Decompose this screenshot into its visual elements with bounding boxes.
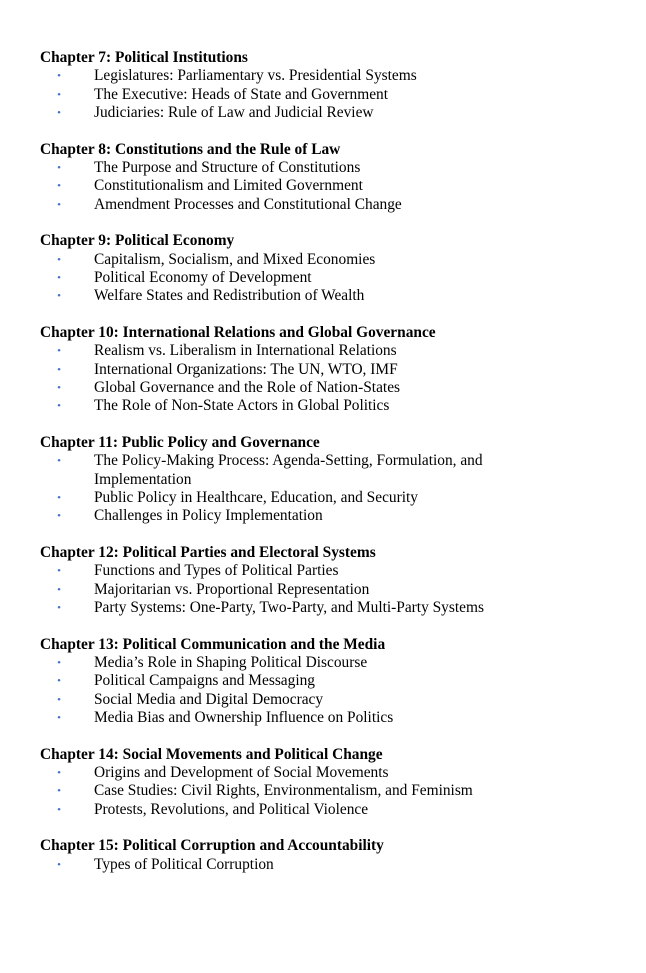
list-item: [0, 287, 514, 305]
bullet-icon: •: [57, 198, 61, 211]
chapter-title: Chapter 10: International Relations and Global Governance: [40, 324, 436, 342]
topic-text: Amendment Processes and Constitutional Change: [94, 195, 402, 213]
bullet-icon: •: [57, 106, 61, 119]
list-item: [0, 177, 514, 195]
list-item: [0, 672, 514, 690]
topic-text: International Organizations: The UN, WTO, IMF: [94, 360, 398, 378]
bullet-icon: •: [57, 657, 61, 670]
topic-list: [0, 342, 646, 415]
list-item: [0, 782, 514, 800]
topic-text: Capitalism, Socialism, and Mixed Economies: [94, 250, 376, 268]
list-item: [0, 581, 514, 599]
topic-text: The Executive: Heads of State and Government: [94, 85, 389, 103]
topic-text: Legislatures: Parliamentary vs. Presidential Systems: [94, 67, 417, 85]
chapter-title: Chapter 7: Political Institutions: [40, 49, 248, 66]
bullet-icon: •: [57, 381, 61, 394]
topic-list: [0, 159, 646, 214]
list-item: [0, 801, 514, 819]
chapter-section: [0, 544, 646, 617]
topic-text: Case Studies: Civil Rights, Environmentalism, and Feminism: [94, 782, 473, 800]
bullet-icon: •: [57, 455, 61, 468]
list-item: [0, 86, 514, 104]
list-item: [0, 654, 514, 672]
topic-text: Social Media and Digital Democracy: [94, 690, 324, 708]
topic-list: [0, 251, 646, 306]
list-item: [0, 251, 514, 269]
list-item: [0, 709, 514, 727]
bullet-icon: •: [57, 711, 61, 724]
bullet-icon: •: [57, 510, 61, 523]
topic-text: Majoritarian vs. Proportional Representation: [94, 580, 370, 598]
list-item: [0, 104, 514, 122]
chapter-section: [0, 746, 646, 819]
bullet-icon: •: [57, 161, 61, 174]
list-item: [0, 379, 514, 397]
list-item: [0, 67, 514, 85]
topic-list: [0, 67, 646, 122]
list-item: [0, 397, 514, 415]
topic-list: [0, 654, 646, 727]
bullet-icon: •: [57, 88, 61, 101]
list-item: [0, 489, 514, 507]
bullet-icon: •: [57, 565, 61, 578]
list-item: [0, 691, 514, 709]
bullet-icon: •: [57, 180, 61, 193]
chapter-section: [0, 434, 646, 525]
list-item: [0, 599, 514, 617]
topic-text: The Purpose and Structure of Constitutions: [94, 158, 361, 176]
chapter-title: Chapter 12: Political Parties and Electoral Systems: [40, 544, 376, 562]
topic-text: Protests, Revolutions, and Political Violence: [94, 800, 369, 818]
bullet-icon: •: [57, 70, 61, 83]
topic-text: Judiciaries: Rule of Law and Judicial Review: [94, 103, 374, 121]
topic-text: Public Policy in Healthcare, Education, and Security: [94, 488, 418, 506]
chapter-section: [0, 324, 646, 415]
chapter-section: [0, 49, 646, 122]
bullet-icon: •: [57, 253, 61, 266]
list-item: [0, 856, 514, 874]
topic-text: Political Economy of Development: [94, 268, 312, 286]
list-item: [0, 269, 514, 287]
topic-list: [0, 764, 646, 819]
list-item: [0, 452, 514, 489]
bullet-icon: •: [57, 363, 61, 376]
chapter-section: [0, 837, 646, 874]
chapter-section: [0, 232, 646, 305]
topic-text: Challenges in Policy Implementation: [94, 507, 323, 525]
bullet-icon: •: [57, 693, 61, 706]
topic-text: Realism vs. Liberalism in International Relations: [94, 342, 397, 360]
topic-text: Global Governance and the Role of Nation-States: [94, 378, 401, 396]
topic-text: Party Systems: One-Party, Two-Party, and Multi-Party Systems: [94, 598, 484, 616]
topic-text: The Policy-Making Process: Agenda-Setting, Formulation, and Implementation: [94, 452, 483, 488]
topic-text: Origins and Development of Social Movements: [94, 764, 389, 781]
bullet-icon: •: [57, 785, 61, 798]
list-item: [0, 507, 514, 525]
list-item: [0, 196, 514, 214]
bullet-icon: •: [57, 675, 61, 688]
chapter-section: [0, 141, 646, 214]
bullet-icon: •: [57, 290, 61, 303]
list-item: [0, 342, 514, 360]
topic-text: Functions and Types of Political Parties: [94, 562, 339, 580]
topic-text: Types of Political Corruption: [94, 855, 274, 873]
bullet-icon: •: [57, 803, 61, 816]
topic-text: The Role of Non-State Actors in Global Politics: [94, 397, 390, 415]
chapter-title: Chapter 9: Political Economy: [40, 232, 235, 250]
topic-list: [0, 452, 646, 525]
topic-text: Media Bias and Ownership Influence on Politics: [94, 708, 394, 726]
bullet-icon: •: [57, 271, 61, 284]
list-item: [0, 562, 514, 580]
topic-text: Political Campaigns and Messaging: [94, 672, 315, 690]
bullet-icon: •: [57, 491, 61, 504]
bullet-icon: •: [57, 767, 61, 779]
bullet-icon: •: [57, 858, 61, 871]
topic-text: Constitutionalism and Limited Government: [94, 177, 363, 195]
chapter-title: Chapter 13: Political Communication and the Media: [40, 635, 386, 653]
bullet-icon: •: [57, 583, 61, 596]
topic-text: Media’s Role in Shaping Political Discourse: [94, 654, 368, 672]
list-item: [0, 764, 514, 782]
chapter-title: Chapter 15: Political Corruption and Accountability: [40, 837, 384, 855]
chapter-title: Chapter 11: Public Policy and Governance: [40, 434, 320, 452]
topic-text: Welfare States and Redistribution of Wealth: [94, 287, 365, 305]
chapter-title: Chapter 8: Constitutions and the Rule of Law: [40, 140, 341, 158]
bullet-icon: •: [57, 601, 61, 614]
list-item: [0, 361, 514, 379]
topic-list: [0, 856, 646, 874]
chapter-title: Chapter 14: Social Movements and Political Change: [40, 745, 383, 763]
bullet-icon: •: [57, 400, 61, 413]
topic-list: [0, 562, 646, 617]
bullet-icon: •: [57, 345, 61, 358]
list-item: [0, 159, 514, 177]
chapter-section: [0, 636, 646, 727]
